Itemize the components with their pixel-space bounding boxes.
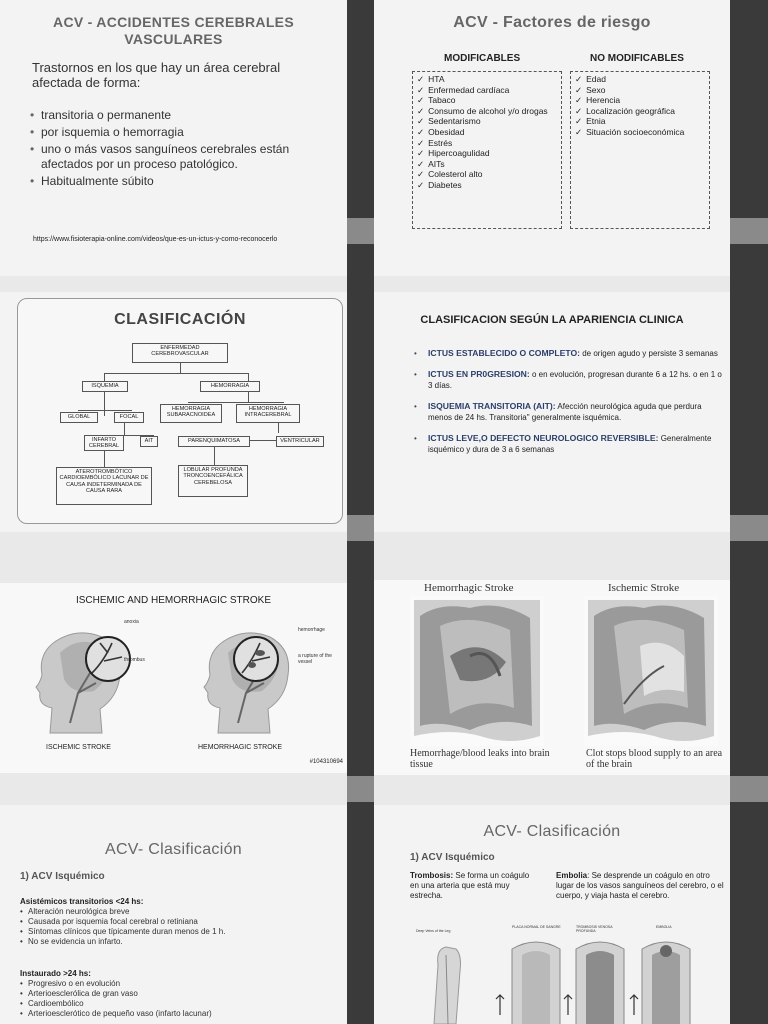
list-item: • Arterioesclerótico de pequeño vaso (infarto lacunar)	[20, 1009, 320, 1019]
list-item: ✓ Edad	[575, 74, 606, 84]
list-item: ✓ Localización geográfica	[575, 105, 675, 116]
list-item: • uno o más vasos sanguíneos cerebrales están afectados por un proceso patológico.	[30, 142, 330, 172]
list-item: ✓ Sedentarismo	[417, 116, 481, 127]
node-parenquimatosa: PARENQUIMATOSA	[178, 436, 250, 447]
list-item: • Habitualmente súbito	[30, 174, 330, 189]
illustration-title: ISCHEMIC AND HEMORRHAGIC STROKE	[75, 595, 272, 606]
slide-acv-definition	[0, 0, 347, 276]
annotation-rupture: a rupture of the vessel	[298, 653, 332, 665]
slide-title: ACV- Clasificación	[483, 823, 621, 840]
non-modifiable-heading: NO MODIFICABLES	[590, 53, 684, 64]
connector-line	[78, 410, 132, 411]
vessel-thrombosis-illustration	[416, 925, 722, 1024]
check-icon: ✓	[575, 126, 583, 137]
hemorrhagic-stroke-label: HEMORRHAGIC STROKE	[198, 744, 283, 751]
check-icon: ✓	[575, 116, 583, 127]
check-icon: ✓	[417, 158, 425, 169]
list-item: ✓ Obesidad	[417, 126, 465, 137]
connector-line	[104, 392, 105, 416]
gutter-marker	[347, 776, 374, 802]
connector-line	[180, 363, 181, 373]
gutter-marker	[730, 515, 768, 541]
gutter-marker	[347, 515, 374, 541]
hemorrhagic-title: Hemorrhagic Stroke	[424, 582, 514, 594]
connector-line	[104, 373, 105, 381]
node-ait: AIT	[140, 436, 158, 447]
slide-title: CLASIFICACION SEGÚN LA APARIENCIA CLINICA	[420, 314, 684, 326]
section-subtitle: 1) ACV Isquémico	[410, 852, 495, 863]
block-heading: Asistémicos transitorios <24 hs:	[20, 897, 144, 906]
clinical-list	[424, 348, 724, 465]
diagram-title: CLASIFICACIÓN	[114, 311, 246, 328]
check-icon: ✓	[575, 95, 583, 106]
fig-label-dvt: TROMBOSIS VENOSA PROFUNDA	[576, 925, 613, 933]
list-item: • Alteración neurológica breve	[20, 907, 320, 917]
connector-line	[214, 447, 215, 465]
node-ventricular: VENTRICULAR	[276, 436, 324, 447]
annotation-thrombus: thrombus	[124, 657, 145, 663]
ischemic-head-illustration	[20, 613, 160, 743]
connector-line	[124, 423, 125, 435]
transitorios-block	[20, 897, 320, 947]
fig-label-leg: Deep Veins of the Leg	[416, 929, 451, 933]
list-item: • ICTUS ESTABLECIDO O COMPLETO: de origen agudo y persiste 3 semanas	[424, 348, 724, 359]
node-hemorragia: HEMORRAGIA	[200, 381, 260, 392]
embolia-text: Embolia: Se desprende un coágulo en otro lugar de los vasos sanguíneos del cerebro, o el cuerpo, y viaja hasta el cerebro.	[556, 871, 724, 900]
node-lobular: LOBULAR PROFUNDA TRONCOENCEFÁLICA CEREBELOSA	[178, 465, 248, 497]
list-item: • ICTUS LEVE,O DEFECTO NEUROLOGICO REVERSIBLE: Generalmente isquémico y dura de 3 a 6 semanas	[424, 433, 724, 455]
check-icon: ✓	[575, 74, 583, 84]
check-icon: ✓	[417, 74, 425, 84]
list-item: • Cardioembólico	[20, 999, 320, 1009]
list-item: ✓ Herencia	[575, 95, 621, 106]
gutter-marker	[347, 218, 374, 244]
list-item: ✓ Sexo	[575, 84, 606, 95]
list-item: ✓ HTA	[417, 74, 445, 84]
check-icon: ✓	[575, 105, 583, 116]
source-link[interactable]: https://www.fisioterapia-online.com/videos/que-es-un-ictus-y-como-reconocerlo	[33, 236, 278, 243]
node-focal: FOCAL	[114, 412, 144, 423]
block-heading: Instaurado >24 hs:	[20, 969, 91, 978]
slide-clasificacion-diagram	[0, 292, 347, 532]
list-item: ✓ Enfermedad cardíaca	[417, 84, 510, 95]
slide-factores-riesgo	[374, 0, 730, 276]
check-icon: ✓	[417, 95, 425, 106]
slide-brain-sections	[374, 580, 730, 775]
left-column	[0, 0, 347, 1024]
list-item: ✓ AITs	[417, 158, 445, 169]
list-item: • Arterioesclerólica de gran vaso	[20, 989, 320, 999]
list-item: • transitoria o permanente	[30, 108, 330, 123]
image-id: #104310694	[309, 759, 343, 765]
list-item: • No se evidencia un infarto.	[20, 937, 320, 947]
right-column	[374, 0, 730, 1024]
slide-title: ACV - ACCIDENTES CEREBRALES VASCULARES	[53, 14, 294, 47]
diagram-card	[17, 298, 343, 524]
list-item: • Progresivo o en evolución	[20, 979, 320, 989]
modifiable-list	[412, 71, 562, 229]
list-item: ✓ Estrés	[417, 137, 453, 148]
slide-title: ACV - Factores de riesgo	[453, 14, 651, 31]
fig-label-normal: PLACA NORMAL DE SANGRE	[512, 925, 561, 929]
list-item: • Síntomas clínicos que típicamente duran menos de 1 h.	[20, 927, 320, 937]
list-item: • Causada por isquemia focal cerebral o retiniana	[20, 917, 320, 927]
hemorrhagic-brain-section	[410, 596, 544, 746]
check-icon: ✓	[417, 84, 425, 95]
check-icon: ✓	[417, 116, 425, 127]
list-item: ✓ Colesterol alto	[417, 169, 483, 180]
check-icon: ✓	[575, 84, 583, 95]
list-item: • ICTUS EN PR0GRESION: o en evolución, progresan durante 6 a 12 hs. o en 1 o 3 días.	[424, 369, 724, 391]
connector-line	[188, 402, 284, 403]
annotation-anoxia: anoxia	[124, 619, 139, 625]
slide-clasificacion-isquemico	[0, 805, 347, 1024]
ischemic-title: Ischemic Stroke	[608, 582, 680, 594]
list-item: ✓ Consumo de alcohol y/o drogas	[417, 105, 548, 116]
slide-stroke-illustration	[0, 583, 347, 773]
node-infarto: INFARTO CEREBRAL	[84, 435, 124, 451]
connector-line	[104, 373, 248, 374]
gutter-marker	[730, 776, 768, 802]
check-icon: ✓	[417, 126, 425, 137]
node-root: ENFERMEDAD CEREBROVASCULAR	[132, 343, 228, 363]
gutter-marker	[730, 218, 768, 244]
node-hem-sub: HEMORRAGIA SUBARACNOIDEA	[160, 404, 222, 423]
definition-list	[30, 108, 330, 189]
fig-label-embolia: EMBOLIA	[656, 925, 672, 929]
list-item: ✓ Situación socioeconómica	[575, 126, 685, 137]
list-item: • por isquemia o hemorragia	[30, 125, 330, 140]
node-tipos-infarto: ATEROTROMBÓTICO CARDIOEMBÓLICO LACUNAR DE CAUSA INDETERMINADA DE CAUSA RARA	[56, 467, 152, 505]
check-icon: ✓	[417, 137, 425, 148]
connector-line	[248, 373, 249, 381]
slide-apariencia-clinica	[374, 292, 730, 532]
list-item: ✓ Etnia	[575, 116, 606, 127]
check-icon: ✓	[417, 148, 425, 159]
connector-line	[278, 423, 279, 433]
trombosis-text: Trombosis: Se forma un coágulo en una arteria que está muy estrecha.	[410, 871, 530, 900]
list-item: ✓ Diabetes	[417, 179, 462, 190]
slide-title: ACV- Clasificación	[104, 841, 242, 858]
node-global: GLOBAL	[60, 412, 98, 423]
list-item: ✓ Hipercoagulidad	[417, 148, 490, 159]
node-isquemia: ISQUEMIA	[82, 381, 128, 392]
connector-line	[248, 392, 249, 402]
check-icon: ✓	[417, 179, 425, 190]
non-modifiable-list	[570, 71, 710, 229]
intro-text: Trastornos en los que hay un área cerebral afectada de forma:	[32, 60, 281, 90]
slide-trombosis-embolia	[374, 805, 730, 1024]
hemorrhagic-caption: Hemorrhage/blood leaks into brain tissue	[410, 748, 550, 770]
list-item: ✓ Tabaco	[417, 95, 456, 106]
connector-line	[104, 451, 105, 467]
ischemic-caption: Clot stops blood supply to an area of the brain	[586, 748, 723, 770]
annotation-hemorrhage: hemorrhage	[298, 627, 325, 633]
instaurado-block	[20, 969, 320, 1019]
check-icon: ✓	[417, 169, 425, 180]
modifiable-heading: MODIFICABLES	[444, 53, 521, 64]
node-hem-intra: HEMORRAGIA INTRACEREBRAL	[236, 404, 300, 423]
check-icon: ✓	[417, 105, 425, 116]
section-subtitle: 1) ACV Isquémico	[20, 871, 105, 882]
list-item: • ISQUEMIA TRANSITORIA (AIT): Afección neurológica aguda que perdura menos de 24 hs. Transitoria" generalmente isquémica.	[424, 401, 724, 423]
ischemic-stroke-label: ISCHEMIC STROKE	[46, 744, 111, 751]
ischemic-brain-section	[584, 596, 718, 746]
